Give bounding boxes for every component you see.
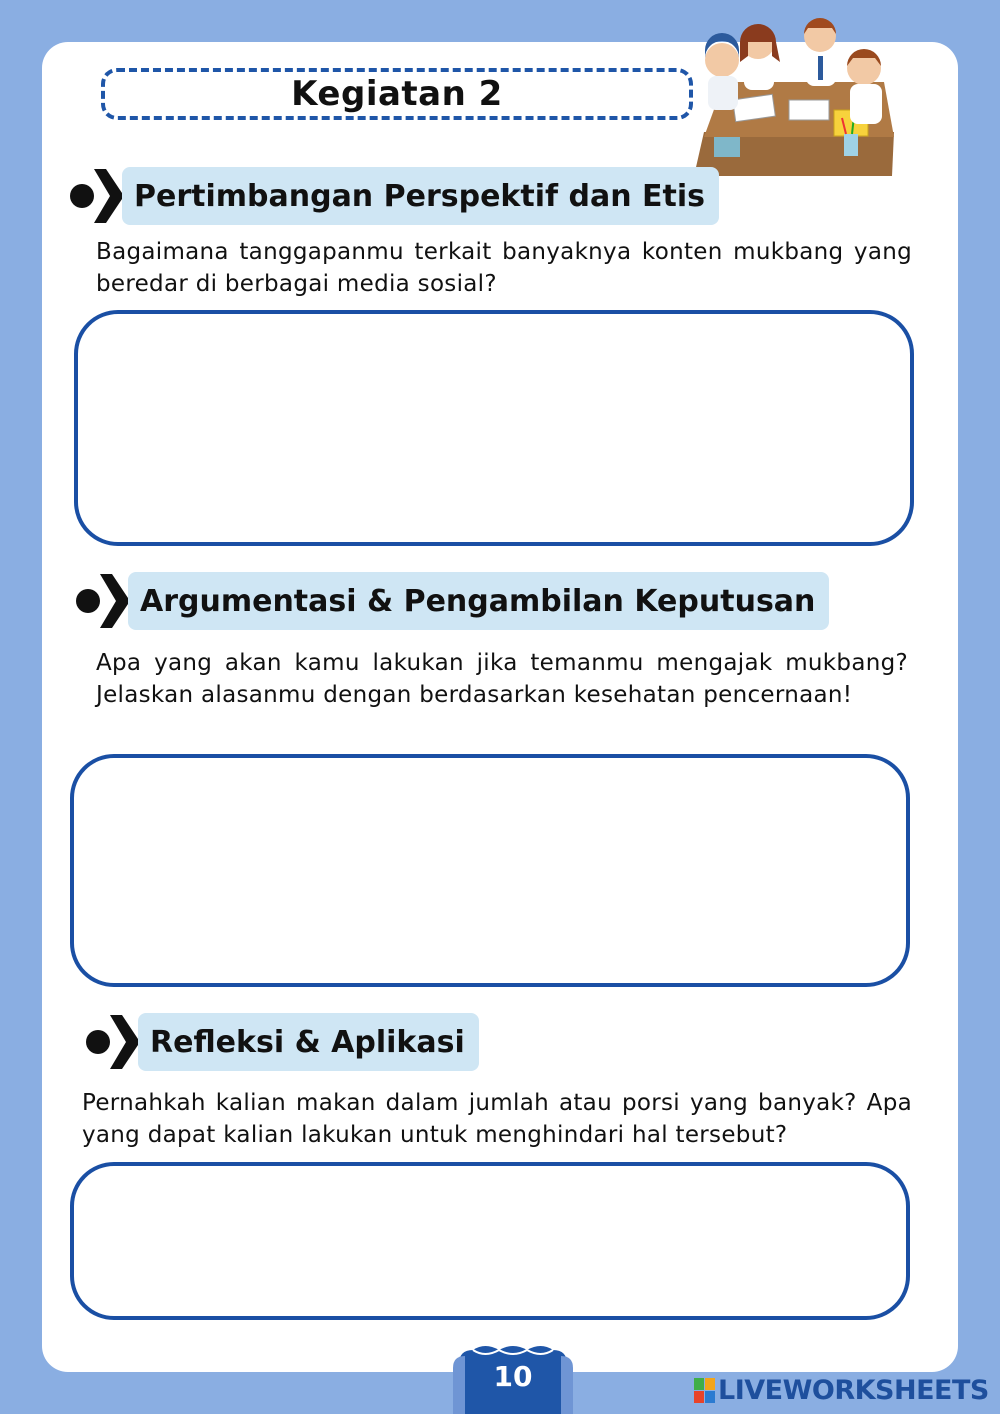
page-number: 10: [493, 1360, 533, 1393]
bullet-arrow-icon: [82, 1011, 140, 1073]
answer-box-2[interactable]: [70, 754, 910, 987]
liveworksheets-logo-icon: [694, 1376, 716, 1404]
liveworksheets-brand: [694, 1372, 989, 1408]
bullet-arrow-icon: [72, 570, 130, 632]
section-heading-label: Argumentasi & Pengambilan Keputusan: [128, 572, 829, 630]
page-title: Kegiatan 2: [291, 74, 503, 114]
section-heading-1: [66, 165, 719, 227]
students-studying-illustration: [694, 12, 904, 178]
question-text: Bagaimana tanggapanmu terkait banyaknya konten mukbang yang beredar di berbagai media sosial?: [96, 239, 912, 297]
question-text: Pernahkah kalian makan dalam jumlah atau porsi yang banyak? Apa yang dapat kalian lakukan untuk menghindari hal tersebut?: [82, 1090, 912, 1148]
section-heading-label: Pertimbangan Perspektif dan Etis: [122, 167, 719, 225]
answer-box-1[interactable]: [74, 310, 914, 546]
page-title-box: [101, 68, 693, 120]
section-heading-3: [82, 1011, 479, 1073]
section-heading-2: [72, 570, 829, 632]
section-heading-label: Refleksi & Aplikasi: [138, 1013, 479, 1071]
bullet-arrow-icon: [66, 165, 124, 227]
question-text: Apa yang akan kamu lakukan jika temanmu mengajak mukbang? Jelaskan alasanmu dengan berdasarkan kesehatan pencernaan!: [96, 650, 908, 708]
brand-name: LIVEWORKSHEETS: [718, 1374, 989, 1406]
answer-box-3[interactable]: [70, 1162, 910, 1320]
